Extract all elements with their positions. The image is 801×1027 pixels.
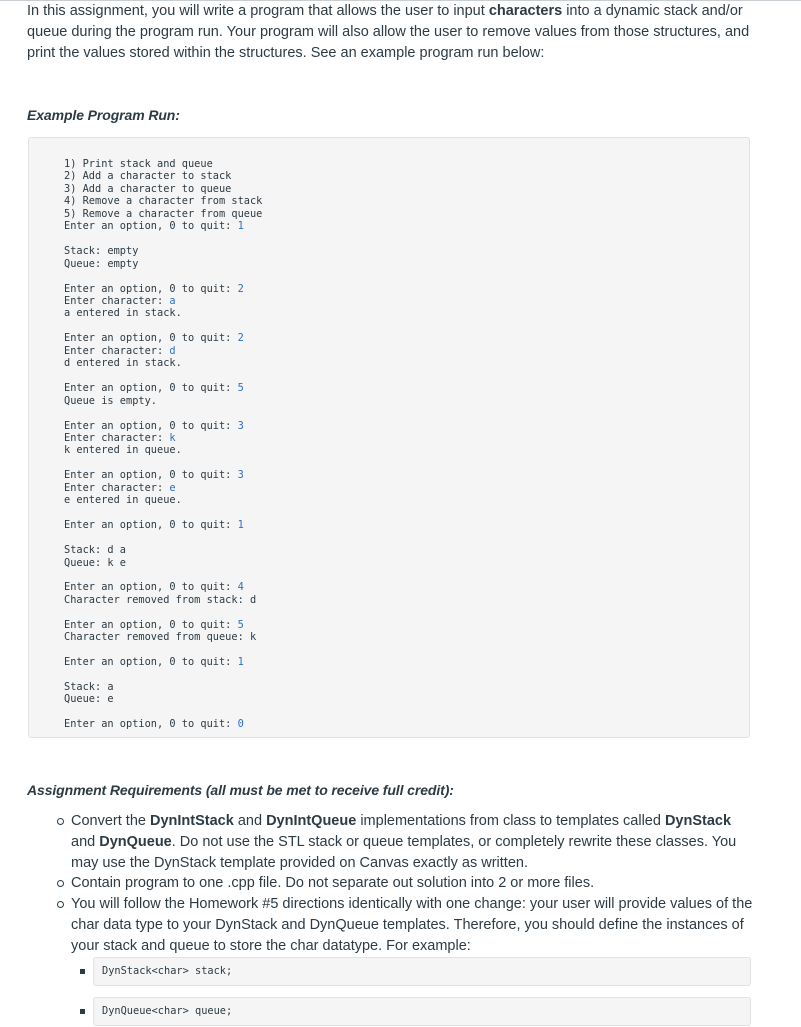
program-run-line: [64, 183, 231, 195]
program-run-line: [64, 656, 244, 668]
user-input: a: [169, 294, 176, 307]
output-text: Enter character:: [64, 481, 170, 494]
output-text: Enter an option, 0 to quit:: [64, 581, 238, 594]
output-text: a entered in stack.: [64, 307, 182, 320]
user-input: 5: [237, 382, 244, 395]
output-text: Enter an option, 0 to quit:: [64, 419, 238, 432]
program-run-line: [64, 307, 182, 319]
intro-paragraph: In this assignment, you will write a program that allows the user to input characters into a dynamic stack and/or queue during the program run. Your program will also allow the user to remove values from those structures, and print the values stored within the structures. See an example program run below:: [27, 3, 750, 61]
program-run-line: [64, 619, 244, 631]
user-input: 1: [237, 519, 244, 532]
program-run-output: [64, 158, 262, 731]
output-text: Character removed from queue: k: [64, 631, 257, 644]
output-text: 3) Add a character to queue: [64, 182, 232, 195]
example-heading: Example Program Run:: [27, 107, 180, 123]
code-snippet: DynStack<char> stack;: [93, 957, 751, 986]
output-text: Enter an option, 0 to quit:: [64, 519, 238, 532]
output-text: Enter an option, 0 to quit:: [64, 469, 238, 482]
user-input: 2: [237, 282, 244, 295]
output-text: e entered in queue.: [64, 494, 182, 507]
square-bullet-icon: [80, 969, 85, 974]
program-run-line: [64, 208, 262, 220]
program-run-line: [64, 594, 256, 606]
output-text: Enter character:: [64, 344, 170, 357]
user-input: 1: [237, 656, 244, 669]
output-text: Stack: a: [64, 681, 114, 694]
output-text: Queue: e: [64, 693, 114, 706]
program-run-line: [64, 681, 114, 693]
output-text: Enter an option, 0 to quit:: [64, 220, 238, 233]
output-text: Enter an option, 0 to quit:: [64, 282, 238, 295]
program-run-line: [64, 519, 244, 531]
output-text: Stack: empty: [64, 245, 139, 258]
square-bullet-icon: [80, 1009, 85, 1014]
program-run-line: [64, 718, 244, 730]
user-input: e: [169, 481, 176, 494]
output-text: Character removed from stack: d: [64, 593, 257, 606]
code-snippet: DynQueue<char> queue;: [93, 997, 751, 1026]
output-text: Enter an option, 0 to quit:: [64, 332, 238, 345]
output-text: d entered in stack.: [64, 357, 182, 370]
user-input: d: [169, 344, 176, 357]
output-text: Queue is empty.: [64, 394, 157, 407]
program-run-line: [64, 494, 182, 506]
requirements-heading: Assignment Requirements (all must be met to receive full credit):: [27, 782, 454, 798]
program-run-line: [64, 469, 244, 481]
output-text: Enter an option, 0 to quit:: [64, 656, 238, 669]
output-text: 4) Remove a character from stack: [64, 195, 263, 208]
output-text: Enter character:: [64, 294, 170, 307]
program-run-line: [64, 345, 176, 357]
program-run-box: [28, 137, 750, 738]
program-run-line: [64, 158, 213, 170]
program-run-line: [64, 332, 244, 344]
program-run-line: [64, 420, 244, 432]
program-run-line: [64, 557, 126, 569]
output-text: k entered in queue.: [64, 444, 182, 457]
program-run-line: [64, 544, 126, 556]
requirement-item: Contain program to one .cpp file. Do not separate out solution into 2 or more files.: [57, 873, 757, 894]
requirements-list: [57, 811, 757, 957]
user-input: 0: [237, 718, 244, 731]
requirement-item: Convert the DynIntStack and DynIntQueue implementations from class to templates called DynStack and DynQueue. Do not use the STL stack or queue templates, or completely rewrite these classes. You may use the DynStack template provided on Canvas exactly as written.: [57, 811, 757, 873]
program-run-line: [64, 581, 244, 593]
output-text: 1) Print stack and queue: [64, 158, 213, 170]
output-text: Enter an option, 0 to quit:: [64, 618, 238, 631]
requirement-item: You will follow the Homework #5 directions identically with one change: your user will provide values of the char data type to your DynStack and DynQueue templates. Therefore, you should define the instances of your stack and queue to store the char datatype. For example:: [57, 894, 757, 956]
program-run-line: [64, 295, 176, 307]
user-input: 3: [237, 419, 244, 432]
program-run-line: [64, 432, 176, 444]
program-run-line: [64, 693, 114, 705]
program-run-line: [64, 283, 244, 295]
user-input: 2: [237, 332, 244, 345]
output-text: Enter an option, 0 to quit:: [64, 382, 238, 395]
output-text: Enter character:: [64, 431, 170, 444]
output-text: Enter an option, 0 to quit:: [64, 718, 238, 731]
output-text: 5) Remove a character from queue: [64, 207, 263, 220]
program-run-line: [64, 395, 157, 407]
program-run-line: [64, 444, 182, 456]
output-text: Queue: empty: [64, 257, 139, 270]
code-example-queue: [80, 997, 752, 1027]
program-run-line: [64, 357, 182, 369]
program-run-line: [64, 482, 176, 494]
code-example-stack: [80, 957, 752, 987]
program-run-line: [64, 258, 138, 270]
user-input: 3: [237, 469, 244, 482]
program-run-line: [64, 220, 244, 232]
program-run-line: [64, 195, 262, 207]
output-text: 2) Add a character to stack: [64, 170, 232, 183]
program-run-line: [64, 631, 256, 643]
output-text: Stack: d a: [64, 544, 126, 557]
user-input: 4: [237, 581, 244, 594]
user-input: 1: [237, 220, 244, 233]
output-text: Queue: k e: [64, 556, 126, 569]
program-run-line: [64, 245, 138, 257]
program-run-line: [64, 382, 244, 394]
program-run-line: [64, 170, 231, 182]
user-input: 5: [237, 618, 244, 631]
user-input: k: [169, 431, 176, 444]
